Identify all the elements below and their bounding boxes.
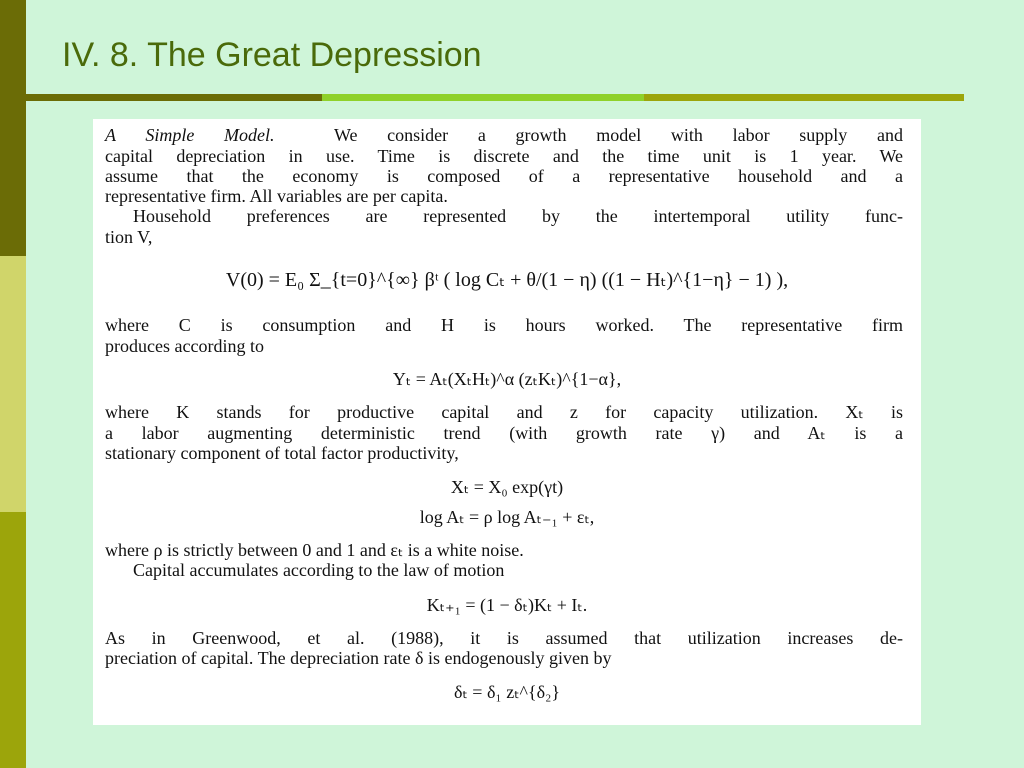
left-accent-bar-bottom bbox=[0, 512, 26, 768]
equation-depreciation: δₜ = δ₁ zₜ^{δ₂} bbox=[454, 682, 560, 702]
paper-line: capital depreciation in use. Time is discrete and the time unit is 1 year. We bbox=[105, 146, 903, 166]
paper-line: As in Greenwood, et al. (1988), it is assumed that utilization increases de- bbox=[105, 628, 903, 648]
paper-line: stationary component of total factor productivity, bbox=[105, 443, 459, 463]
paper-line: a labor augmenting deterministic trend (with growth rate γ) and Aₜ is a bbox=[105, 423, 903, 443]
title-rule-segment-3 bbox=[644, 94, 964, 101]
paper-line: where K stands for productive capital and z for capacity utilization. Xₜ is bbox=[105, 402, 903, 422]
equation-utility: V(0) = E₀ Σ_{t=0}^{∞} βᵗ ( log Cₜ + θ/(1 − η) ((1 − Hₜ)^{1−η} − 1) ), bbox=[225, 269, 789, 291]
equation-capital: Kₜ₊₁ = (1 − δₜ)Kₜ + Iₜ. bbox=[426, 595, 588, 615]
slide-title: IV. 8. The Great Depression bbox=[62, 36, 482, 74]
paper-line: where C is consumption and H is hours worked. The representative firm bbox=[105, 315, 903, 335]
left-accent-bar-middle bbox=[0, 256, 26, 512]
paper-line bbox=[105, 125, 903, 145]
paper-line: where ρ is strictly between 0 and 1 and εₜ is a white noise. bbox=[105, 540, 524, 560]
paper-line: Household preferences are represented by the intertemporal utility func- bbox=[133, 206, 903, 226]
paper-line: tion V, bbox=[105, 227, 153, 247]
left-accent-bar-top bbox=[0, 0, 26, 256]
paper-line: representative firm. All variables are per capita. bbox=[105, 186, 448, 206]
title-rule-segment-2 bbox=[322, 94, 644, 101]
paper-excerpt bbox=[93, 119, 921, 725]
paper-line-text: We consider a growth model with labor supply and bbox=[333, 125, 903, 145]
section-heading: A Simple Model. bbox=[105, 125, 275, 145]
title-rule-segment-1 bbox=[26, 94, 322, 101]
equation-trend: Xₜ = X₀ exp(γt) bbox=[450, 477, 564, 497]
equation-tfp: log Aₜ = ρ log Aₜ₋₁ + εₜ, bbox=[419, 507, 595, 527]
paper-line: preciation of capital. The depreciation rate δ is endogenously given by bbox=[105, 648, 612, 668]
paper-line: produces according to bbox=[105, 336, 264, 356]
paper-line: Capital accumulates according to the law of motion bbox=[133, 560, 505, 580]
equation-production: Yₜ = Aₜ(XₜHₜ)^α (zₜKₜ)^{1−α}, bbox=[392, 369, 622, 389]
paper-line: assume that the economy is composed of a representative household and a bbox=[105, 166, 903, 186]
